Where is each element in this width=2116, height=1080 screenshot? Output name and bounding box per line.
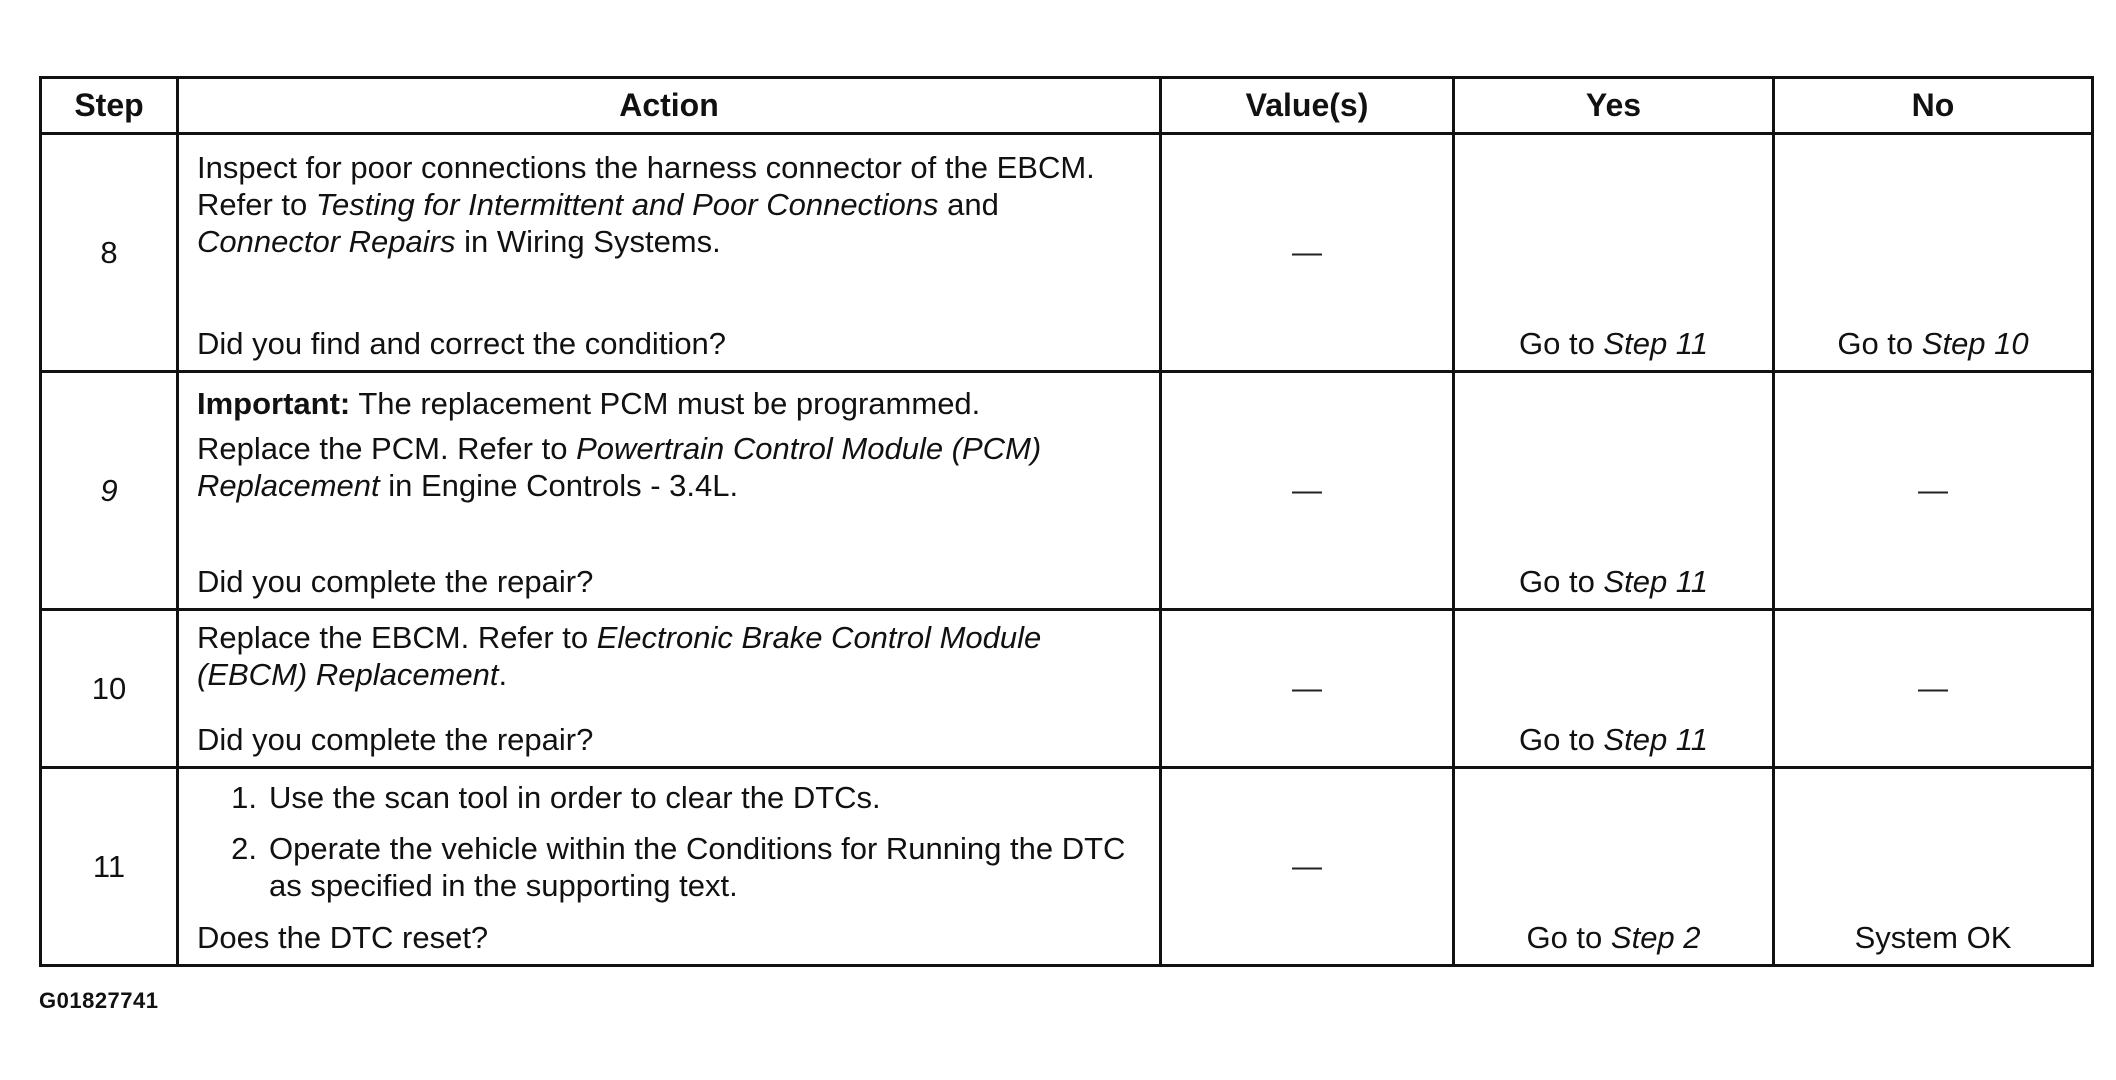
yes-cell <box>1454 372 1774 610</box>
important-label: Important: <box>197 386 351 421</box>
action-question: Did you find and correct the condition? <box>197 326 727 361</box>
goto-prefix: Go to <box>1837 326 1922 361</box>
action-text: and <box>938 187 999 222</box>
yes-goto <box>1455 722 1772 758</box>
table-row <box>41 768 2093 966</box>
yes-goto <box>1455 326 1772 362</box>
table-row <box>41 134 2093 372</box>
action-cell <box>178 768 1161 966</box>
table-row <box>41 372 2093 610</box>
table-row <box>41 610 2093 768</box>
reference-pcm-replacement: Powertrain Control Module (PCM) Replacement <box>197 431 1042 503</box>
goto-prefix: Go to <box>1518 722 1604 757</box>
header-step: Step <box>41 78 178 134</box>
reference-ebcm-replacement: Electronic Brake Control Module (EBCM) Replacement <box>197 620 1042 692</box>
action-text: . <box>498 657 508 692</box>
action-cell <box>178 372 1161 610</box>
list-number: 2. <box>231 831 257 866</box>
value-dash: — <box>1292 849 1322 883</box>
action-text: in Wiring Systems. <box>455 224 721 259</box>
reference-testing-intermittent: Testing for Intermittent and Poor Connections <box>315 187 939 222</box>
action-instruction <box>197 611 1077 693</box>
figure-id: G01827741 <box>39 988 159 1013</box>
no-dash: — <box>1918 671 1948 705</box>
list-text: Use the scan tool in order to clear the DTCs. <box>269 780 881 815</box>
list-item <box>197 779 1147 816</box>
list-number: 1. <box>231 780 257 815</box>
action-text: Inspect for poor connections the harness connector of the EBCM. Refer to <box>197 150 1095 222</box>
step-number: 8 <box>41 134 178 372</box>
goto-prefix: Go to <box>1518 326 1604 361</box>
action-question: Did you complete the repair? <box>197 722 594 757</box>
no-result: System OK <box>1854 920 2012 955</box>
yes-goto <box>1455 564 1772 600</box>
value-dash: — <box>1292 473 1322 507</box>
goto-prefix: Go to <box>1526 920 1611 955</box>
action-instruction <box>197 135 1137 260</box>
no-cell <box>1774 372 2093 610</box>
numbered-list <box>197 769 1147 904</box>
step-number: 9 <box>41 372 178 610</box>
header-action: Action <box>178 78 1161 134</box>
action-question: Does the DTC reset? <box>197 920 489 955</box>
value-cell <box>1161 768 1454 966</box>
no-cell <box>1774 134 2093 372</box>
list-text: Operate the vehicle within the Conditions for Running the DTC as specified in the supporting text. <box>269 831 1126 903</box>
table-header-row <box>41 78 2093 134</box>
header-yes: Yes <box>1454 78 1774 134</box>
important-text: The replacement PCM must be programmed. <box>350 386 981 421</box>
action-cell <box>178 134 1161 372</box>
reference-connector-repairs: Connector Repairs <box>197 224 456 259</box>
no-cell <box>1774 768 2093 966</box>
header-no: No <box>1774 78 2093 134</box>
yes-cell <box>1454 610 1774 768</box>
action-text: in Engine Controls - 3.4L. <box>379 468 739 503</box>
no-dash: — <box>1918 473 1948 507</box>
no-cell <box>1774 610 2093 768</box>
yes-goto <box>1455 920 1772 956</box>
value-cell <box>1161 610 1454 768</box>
goto-prefix: Go to <box>1518 564 1604 599</box>
step-number: 11 <box>41 768 178 966</box>
goto-step-ref: Step 11 <box>1603 326 1708 361</box>
goto-step-ref: Step 10 <box>1921 326 2029 361</box>
value-cell <box>1161 134 1454 372</box>
action-cell <box>178 610 1161 768</box>
no-goto <box>1775 326 2091 362</box>
action-instruction <box>197 422 1097 504</box>
action-question: Did you complete the repair? <box>197 564 594 599</box>
goto-step-ref: Step 11 <box>1603 564 1708 599</box>
header-values: Value(s) <box>1161 78 1454 134</box>
action-text: Replace the EBCM. Refer to <box>197 620 597 655</box>
value-dash: — <box>1292 235 1322 269</box>
action-text: Replace the PCM. Refer to <box>197 431 577 466</box>
diagnostic-table <box>39 76 2094 967</box>
value-cell <box>1161 372 1454 610</box>
goto-step-ref: Step 11 <box>1603 722 1708 757</box>
important-note <box>197 373 1147 422</box>
yes-cell <box>1454 768 1774 966</box>
value-dash: — <box>1292 671 1322 705</box>
yes-cell <box>1454 134 1774 372</box>
step-number: 10 <box>41 610 178 768</box>
goto-step-ref: Step 2 <box>1610 920 1701 955</box>
list-item <box>197 816 1147 904</box>
